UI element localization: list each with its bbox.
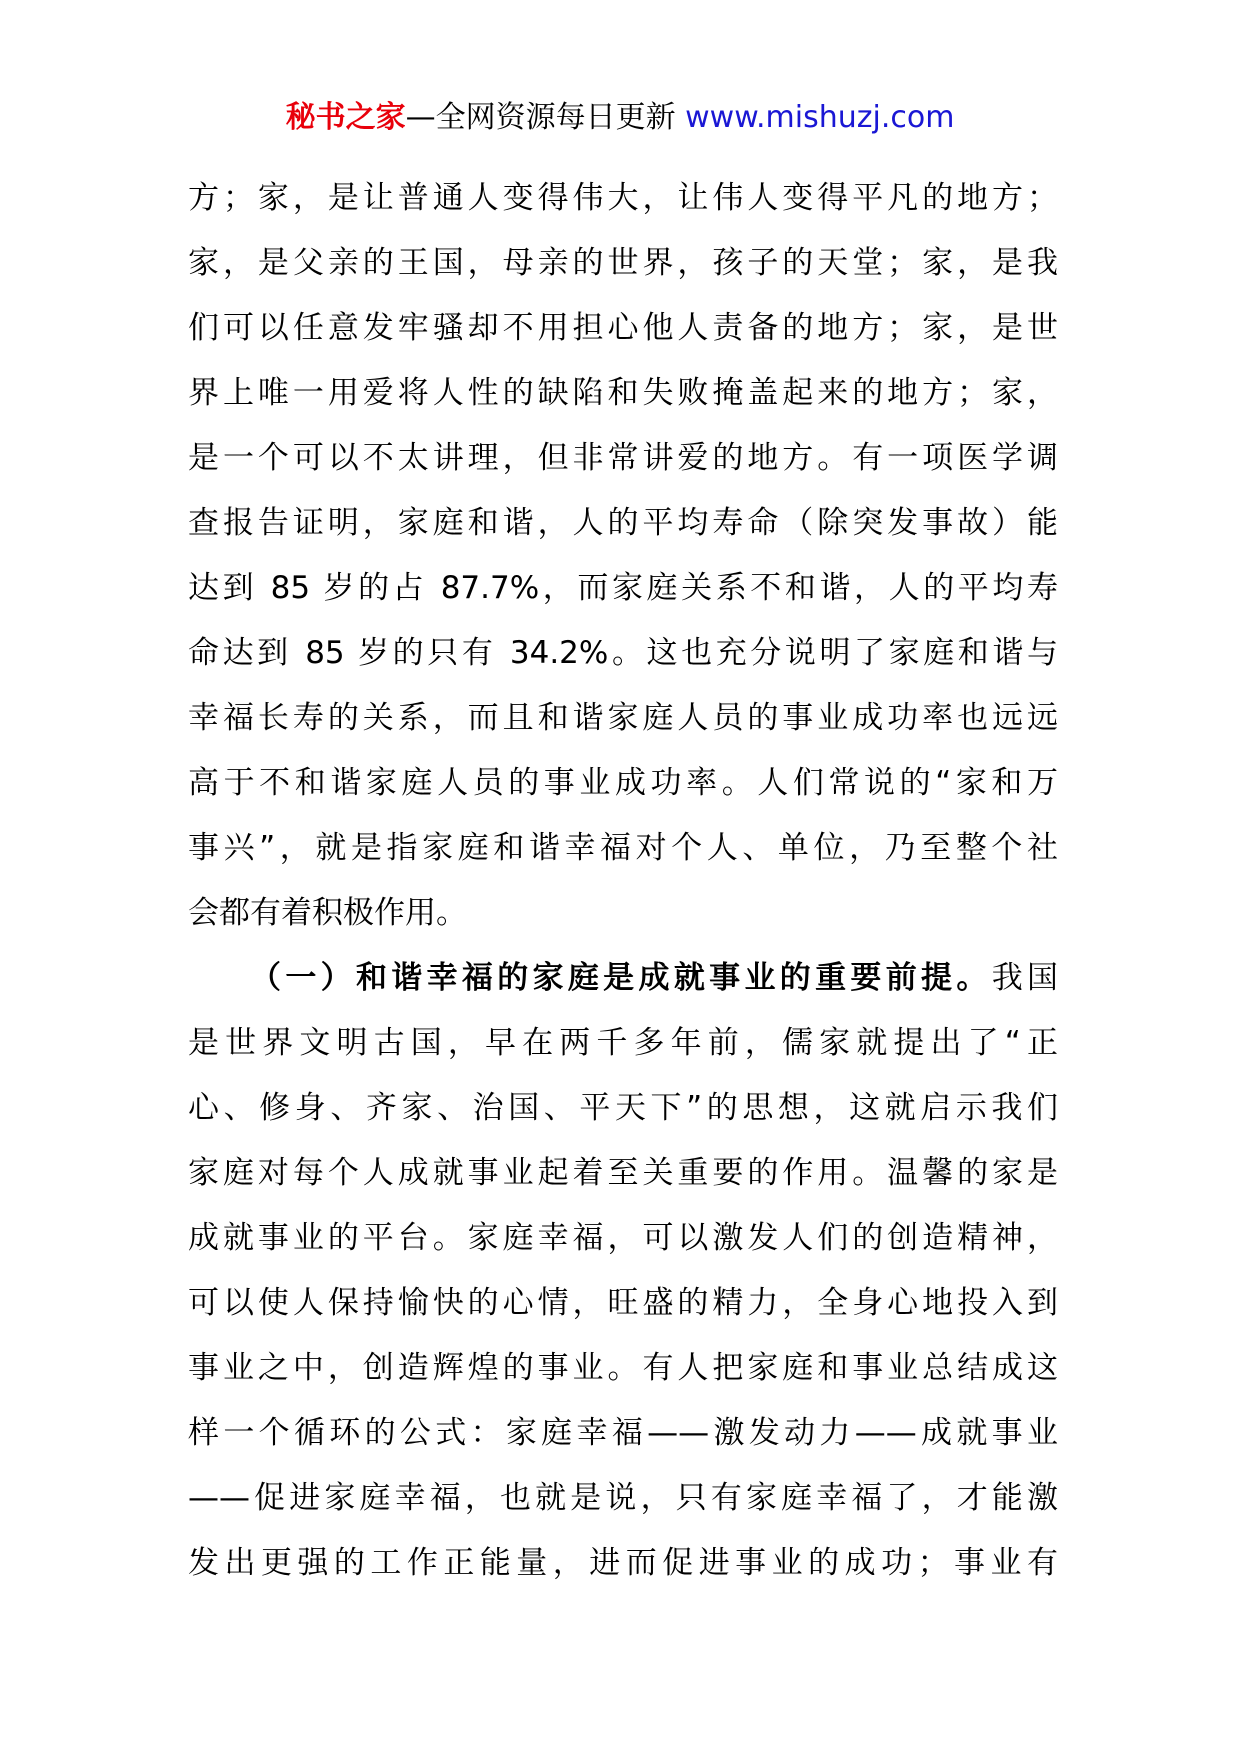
document-body bbox=[188, 166, 1058, 1596]
text-line: 事业之中，创造辉煌的事业。有人把家庭和事业总结成这 bbox=[188, 1350, 1058, 1386]
text-line: 高于不和谐家庭人员的事业成功率。人们常说的“家和万 bbox=[188, 765, 1058, 801]
header-tagline: —全网资源每日更新 bbox=[405, 100, 686, 135]
text-line: 界上唯一用爱将人性的缺陷和失败掩盖起来的地方；家， bbox=[188, 375, 1058, 411]
text-line: 方；家，是让普通人变得伟大，让伟人变得平凡的地方； bbox=[188, 180, 1058, 216]
page-header bbox=[0, 98, 1240, 138]
text-line: 家，是父亲的王国，母亲的世界，孩子的天堂；家，是我 bbox=[188, 245, 1058, 281]
text-line: 心、修身、齐家、治国、平天下”的思想，这就启示我们 bbox=[188, 1090, 1058, 1126]
text-line: 们可以任意发牢骚却不用担心他人责备的地方；家，是世 bbox=[188, 310, 1058, 346]
section-heading: （一）和谐幸福的家庭是成就事业的重要前提。 bbox=[250, 960, 992, 996]
text-line: 是一个可以不太讲理，但非常讲爱的地方。有一项医学调 bbox=[188, 440, 1058, 476]
brand-name: 秘书之家 bbox=[285, 100, 406, 135]
text-line: 幸福长寿的关系，而且和谐家庭人员的事业成功率也远远 bbox=[188, 700, 1058, 736]
text-line: 可以使人保持愉快的心情，旺盛的精力，全身心地投入到 bbox=[188, 1285, 1058, 1321]
text-fragment: 我国 bbox=[991, 960, 1059, 996]
text-line: 成就事业的平台。家庭幸福，可以激发人们的创造精神， bbox=[188, 1220, 1058, 1256]
text-line: 查报告证明，家庭和谐，人的平均寿命（除突发事故）能 bbox=[188, 505, 1058, 541]
text-line: ——促进家庭幸福，也就是说，只有家庭幸福了，才能激 bbox=[188, 1480, 1058, 1516]
section-first-line bbox=[188, 946, 1058, 1011]
text-line: 达到 85 岁的占 87.7%，而家庭关系不和谐，人的平均寿 bbox=[188, 570, 1058, 606]
text-line: 是世界文明古国，早在两千多年前，儒家就提出了“正 bbox=[188, 1025, 1058, 1061]
text-line: 家庭对每个人成就事业起着至关重要的作用。温馨的家是 bbox=[188, 1155, 1058, 1191]
text-line: 发出更强的工作正能量，进而促进事业的成功；事业有 bbox=[188, 1545, 1058, 1581]
site-url-link[interactable]: www.mishuzj.com bbox=[685, 100, 955, 135]
text-line: 事兴”，就是指家庭和谐幸福对个人、单位，乃至整个社 bbox=[188, 830, 1058, 866]
text-line: 样一个循环的公式：家庭幸福——激发动力——成就事业 bbox=[188, 1415, 1058, 1451]
text-line: 会都有着积极作用。 bbox=[188, 895, 467, 931]
text-line: 命达到 85 岁的只有 34.2%。这也充分说明了家庭和谐与 bbox=[188, 635, 1058, 671]
